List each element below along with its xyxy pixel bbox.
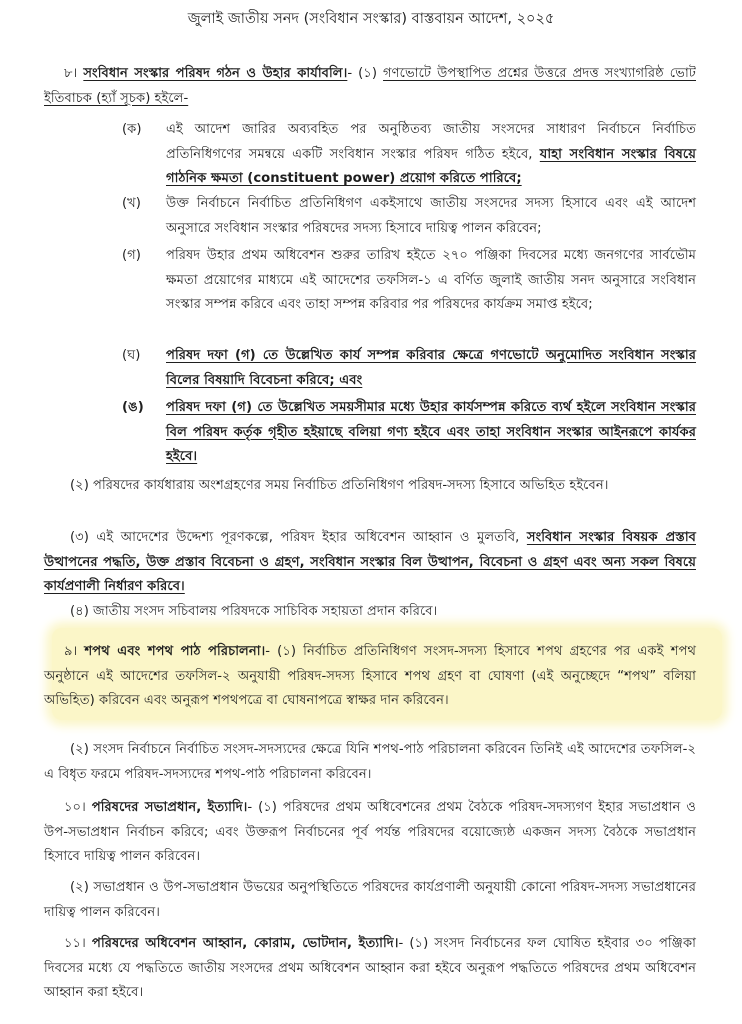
section-9-number: ৯। bbox=[64, 644, 78, 659]
section-11-number: ১১। bbox=[64, 936, 86, 951]
clause-ka-text: এই আদেশ জারির অব্যবহিত পর অনুষ্ঠিতব্য জাতীয় সংসদের সাধারণ নির্বাচনে নির্বাচিত প্রতিনিধিগণের সমন্বয়ে একটি সংবিধান সংস্কার পরিষদ গঠিত হইবে, bbox=[166, 122, 696, 162]
section-10-sub2: (২) সভাপ্রধান ও উপ-সভাপ্রধান উভয়ের অনুপস্থিতিতে পরিষদের কার্যপ্রণালী অনুযায়ী কোনো পরিষদ-সদস্য সভাপ্রধানের দায়িত্ব পালন করিবেন। bbox=[44, 880, 696, 920]
section-9-sub2: (২) সংসদ নির্বাচনে নির্বাচিত সংসদ-সদস্যদের ক্ষেত্রে যিনি শপথ-পাঠ পরিচালনা করিবেন তিনিই এই আদেশের তফসিল-২ এ বিধৃত ফরমে পরিষদ-সদস্যদের শপথ-পাঠ পরিচালনা করিবেন। bbox=[44, 742, 696, 782]
section-8-sub2: (২) পরিষদের কার্যধারায় অংশগ্রহণের সময় নির্বাচিত প্রতিনিধিগণ পরিষদ-সদস্য হিসাবে অভিহিত হইবেন। bbox=[70, 478, 609, 493]
section-11-sub1 bbox=[44, 932, 696, 1006]
clause-kha-text: উক্ত নির্বাচনে নির্বাচিত প্রতিনিধিগণ একইসাথে জাতীয় সংসদের সদস্য হিসাবে এবং এই আদেশ অনুসারে সংবিধান সংস্কার পরিষদের সদস্য হিসাবে দায়িত্ব পালন করিবেন; bbox=[166, 196, 696, 236]
section-9-sub1 bbox=[44, 640, 696, 714]
page-title: জুলাই জাতীয় সনদ (সংবিধান সংস্কার) বাস্তবায়ন আদেশ, ২০২৫ bbox=[187, 11, 555, 27]
clause-kha-label: (খ) bbox=[122, 196, 141, 211]
section-8-sub3-text: (৩) এই আদেশের উদ্দেশ্য পূরণকল্পে, পরিষদ ইহার অধিবেশন আহ্বান ও মুলতবি, bbox=[70, 530, 527, 545]
section-8-sub4: (৪) জাতীয় সংসদ সচিবালয় পরিষদকে সাচিবিক সহায়তা প্রদান করিবে। bbox=[70, 604, 438, 619]
clause-umo-text: পরিষদ দফা (গ) তে উল্লেখিত সময়সীমার মধ্যে উহার কার্যসম্পন্ন করিতে ব্যর্থ হইলে সংবিধান সংস্কার বিল পরিষদ কর্তৃক গৃহীত হইয়াছে বলিয়া গণ্য হইবে এবং তাহা সংবিধান সংস্কার আইনরূপে কার্যকর হইবে। bbox=[166, 400, 696, 464]
clause-ga-label: (গ) bbox=[122, 248, 141, 263]
section-8-sub1-label: - (১) bbox=[347, 66, 377, 81]
section-11-heading: পরিষদের অধিবেশন আহ্বান, কোরাম, ভোটদান, ইত্যাদি। bbox=[92, 936, 399, 951]
section-8-heading: সংবিধান সংস্কার পরিষদ গঠন ও উহার কার্যাবলি। bbox=[83, 66, 348, 81]
section-8-sub3-bold-text: সংবিধান সংস্কার বিষয়ক প্রস্তাব উত্থাপনের পদ্ধতি, উক্ত প্রস্তাব বিবেচনা ও গ্রহণ, সংবিধান সংস্কার বিল উত্থাপন, বিবেচনা ও গ্রহণ এবং অন্য সকল বিষয়ে কার্যপ্রণালী নির্ধারণ করিবে। bbox=[44, 530, 696, 594]
clause-ka bbox=[166, 118, 696, 192]
clause-ga-text: পরিষদ উহার প্রথম অধিবেশন শুরুর তারিখ হইতে ২৭০ পঞ্জিকা দিবসের মধ্যে জনগণের সার্বভৌম ক্ষমতা প্রয়োগের মাধ্যমে এই আদেশের তফসিল-১ এ বর্ণিত জুলাই জাতীয় সনদ অনুসারে সংবিধান সংস্কার সম্পন্ন করিবে এবং তাহা সম্পন্ন করিবার পর পরিষদের কার্যক্রম সমাপ্ত হইবে; bbox=[166, 248, 696, 312]
clause-gha-text: পরিষদ দফা (গ) তে উল্লেখিত কার্য সম্পন্ন করিবার ক্ষেত্রে গণভোটে অনুমোদিত সংবিধান সংস্কার বিলের বিষয়াদি বিবেচনা করিবে; এবং bbox=[166, 348, 696, 388]
section-9-sub1-text: - (১) নির্বাচিত প্রতিনিধিগণ সংসদ-সদস্য হিসাবে শপথ গ্রহণের পর একই শপথ অনুষ্ঠানে এই আদেশের তফসিল-২ অনুযায়ী পরিষদ-সদস্য হিসাবে শপথ গ্রহণ বা ঘোষণা (এই অনুচ্ছেদে “শপথ” বলিয়া অভিহিত) করিবেন এবং অনুরূপ শপথপত্রে বা ঘোষনাপত্রে স্বাক্ষর দান করিবেন। bbox=[44, 644, 696, 708]
section-10-number: ১০। bbox=[64, 800, 86, 815]
clause-gha-label: (ঘ) bbox=[122, 348, 141, 363]
section-8-number: ৮। bbox=[64, 66, 78, 81]
section-8-lead-condition: গণভোটে উপস্থাপিত প্রশ্নের উত্তরে প্রদত্ত সংখ্যাগরিষ্ঠ ভোট ইতিবাচক (হ্যাঁ সূচক) হইলে- bbox=[44, 66, 696, 106]
section-10-sub1 bbox=[44, 796, 696, 870]
section-8-intro bbox=[44, 62, 696, 111]
clause-ka-label: (ক) bbox=[122, 122, 142, 137]
section-11-sub1-text: - (১) সংসদ নির্বাচনের ফল ঘোষিত হইবার ৩০ পঞ্জিকা দিবসের মধ্যে যে পদ্ধতিতে জাতীয় সংসদের প্রথম অধিবেশন আহ্বান করা হইবে অনুরূপ পদ্ধতিতে পরিষদের প্রথম অধিবেশন আহ্বান করা হইবে। bbox=[44, 936, 697, 1000]
section-9-heading: শপথ এবং শপথ পাঠ পরিচালনা। bbox=[84, 644, 266, 659]
clause-ka-bold-text: যাহা সংবিধান সংস্কার বিষয়ে গাঠনিক ক্ষমতা (constituent power) প্রয়োগ করিতে পারিবে; bbox=[166, 146, 697, 186]
section-10-heading: পরিষদের সভাপ্রধান, ইত্যাদি। bbox=[91, 800, 248, 815]
clause-umo-label: (ঙ) bbox=[122, 400, 144, 415]
section-10-sub1-text: - (১) পরিষদের প্রথম অধিবেশনের প্রথম বৈঠকে পরিষদ-সদস্যগণ ইহার সভাপ্রধান ও উপ-সভাপ্রধান নির্বাচন করিবে; এবং উক্তরূপ নির্বাচনের পূর্ব পর্যন্ত পরিষদের বয়োজ্যেষ্ঠ একজন সদস্য বৈঠকে সভাপ্রধান হিসাবে দায়িত্ব পালন করিবেন। bbox=[44, 800, 696, 864]
section-8-sub3 bbox=[44, 526, 696, 600]
